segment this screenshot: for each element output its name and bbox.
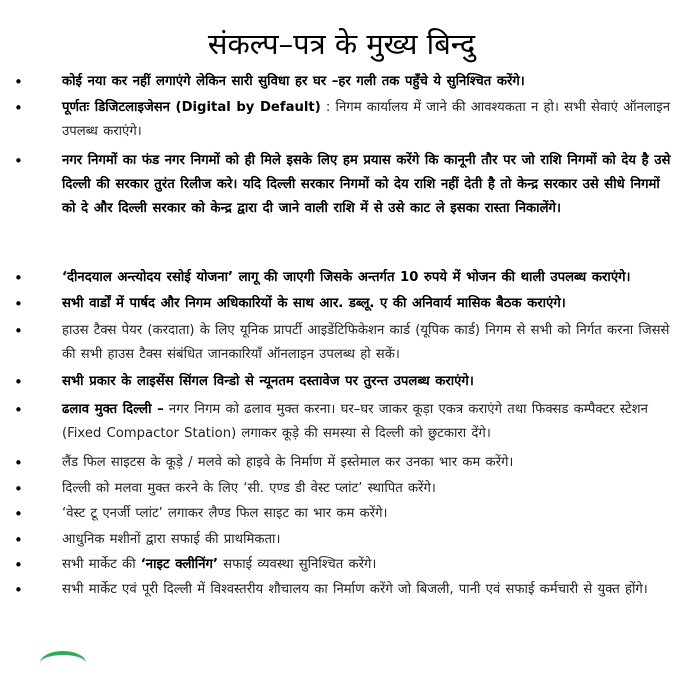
regular-text: लैंड फिल साइटस के कूड़े / मलवे को हाइवे के निर्माण में इस्तेमाल कर उनका भार कम करेंगे। xyxy=(62,455,514,470)
bold-text: सभी प्रकार के लाइसेंस सिंगल विन्डो से न्यूनतम दस्तावेज पर तुरन्त उपलब्ध कराएंगे। xyxy=(62,374,474,389)
party-logo-partial xyxy=(40,651,86,675)
list-item xyxy=(0,96,683,144)
bullet-icon: • xyxy=(14,73,23,91)
bullet-icon: • xyxy=(14,556,23,574)
bold-text: नगर निगमों का फंड नगर निगमों को ही मिले इसके लिए हम प्रयास करेंगे कि कानूनी तौर पर जो राशि निगमों को देय है उसे दिल्ली की सरकार तुरंत रिलीज करे। यदि दिल्ली सरकार निगमों को देय राशि नहीं देती है तो केन्द्र सरकार उसे सीधे निगमों को दे और दिल्ली सरकार को केन्द्र द्वारा दी जाने वाली राशि में से उसे काट ले इसका रास्ता निकालेंगे। xyxy=(62,153,671,216)
list-item xyxy=(0,398,683,446)
regular-text: सभी मार्केट एवं पूरी दिल्ली में विश्वस्तरीय शौचालय का निर्माण करेंगे जो बिजली, पानी एवं सफाई कर्मचारी से युक्त होंगे। xyxy=(62,582,648,597)
list-item xyxy=(0,578,683,602)
list-item-text xyxy=(62,506,388,521)
regular-text: सफाई व्यवस्था सुनिश्चित करेंगे। xyxy=(217,557,377,572)
regular-text: नगर निगम को ढलाव मुक्त करना। घर–घर जाकर कूड़ा एकत्र कराएंगे तथा फिक्सड कम्पैक्टर स्टेशन (Fixed Compactor Station) लगाकर कूड़े की समस्या से दिल्ली को छुटकारा देंगे। xyxy=(62,402,648,441)
list-item-text xyxy=(62,481,436,496)
list-item-text xyxy=(62,323,669,362)
regular-text: सभी मार्केट की xyxy=(62,557,141,572)
list-item-text xyxy=(62,532,280,547)
list-item-text xyxy=(62,455,513,470)
bold-text: सभी वार्डों में पार्षद और निगम अधिकारियों के साथ आर. डब्लू. ए की अनिवार्य मासिक बैठक कराएंगे। xyxy=(62,296,566,311)
bullet-icon: • xyxy=(14,454,23,472)
bullet-icon: • xyxy=(14,99,23,117)
list-item-text xyxy=(62,402,648,441)
list-item xyxy=(0,149,683,221)
list-item xyxy=(0,477,683,501)
list-item-text xyxy=(62,270,631,285)
bullet-icon: • xyxy=(14,295,23,313)
bullet-icon: • xyxy=(14,581,23,599)
list-item-text xyxy=(62,100,670,139)
list-item xyxy=(0,528,683,552)
list-item-text xyxy=(62,296,566,311)
bullet-icon: • xyxy=(14,531,23,549)
bold-text: कोई नया कर नहीं लगाएंगे लेकिन सारी सुविधा हर घर –हर गली तक पहुँचे ये सुनिश्चित करेंगे। xyxy=(62,74,525,89)
list-item-text xyxy=(62,153,670,216)
list-item-text xyxy=(62,374,474,389)
regular-text: ‘वेस्ट टू एनर्जी प्लांट’ लगाकर लैण्ड फिल साइट का भार कम करेंगे। xyxy=(62,506,388,521)
list-item-text xyxy=(62,74,525,89)
regular-text: हाउस टैक्स पेयर (करदाता) के लिए यूनिक प्रापर्टी आइडेंटिफिकेशन कार्ड (यूपिक कार्ड) निगम से सभी को निर्गत करना जिससे की सभी हाउस टैक्स संबंधित जानकारियाँ ऑनलाइन उपलब्ध हो सकें। xyxy=(62,323,670,362)
regular-text: आधुनिक मशीनों द्वारा सफाई की प्राथमिकता। xyxy=(62,532,281,547)
list-item xyxy=(0,70,683,94)
bullet-icon: • xyxy=(14,373,23,391)
list-item-text xyxy=(62,557,376,572)
bullet-icon: • xyxy=(14,505,23,523)
bullet-icon: • xyxy=(14,401,23,419)
regular-text: : निगम कार्यालय में जाने की आवश्यकता न हो। सभी सेवाएं ऑनलाइन उपलब्ध कराएंगे। xyxy=(62,100,671,139)
bold-text: ढलाव मुक्त दिल्ली – xyxy=(62,402,164,417)
list-item xyxy=(0,292,683,316)
list-item xyxy=(0,370,683,394)
list-item-text xyxy=(62,582,648,597)
bullet-icon: • xyxy=(14,322,23,340)
bullet-icon: • xyxy=(14,152,23,170)
page-title: संकल्प–पत्र के मुख्य बिन्दु xyxy=(207,27,476,61)
regular-text: दिल्ली को मलवा मुक्त करने के लिए ‘सी. एण्ड डी वेस्ट प्लांट’ स्थापित करेंगे। xyxy=(62,481,436,496)
bold-text: ‘नाइट क्लीनिंग’ xyxy=(140,557,218,572)
list-item xyxy=(0,451,683,475)
bullet-icon: • xyxy=(14,480,23,498)
bullet-icon: • xyxy=(14,269,23,287)
list-item xyxy=(0,553,683,577)
list-item xyxy=(0,319,683,367)
bold-text: ‘दीनदयाल अन्त्योदय रसोई योजना’ लागू की जाएगी जिसके अन्तर्गत 10 रुपये में भोजन की थाली उपलब्ध कराएंगे। xyxy=(62,270,631,285)
list-item xyxy=(0,502,683,526)
list-item xyxy=(0,266,683,290)
bold-text: पूर्णतः डिजिटलाइजेसन (Digital by Default) xyxy=(62,100,321,115)
